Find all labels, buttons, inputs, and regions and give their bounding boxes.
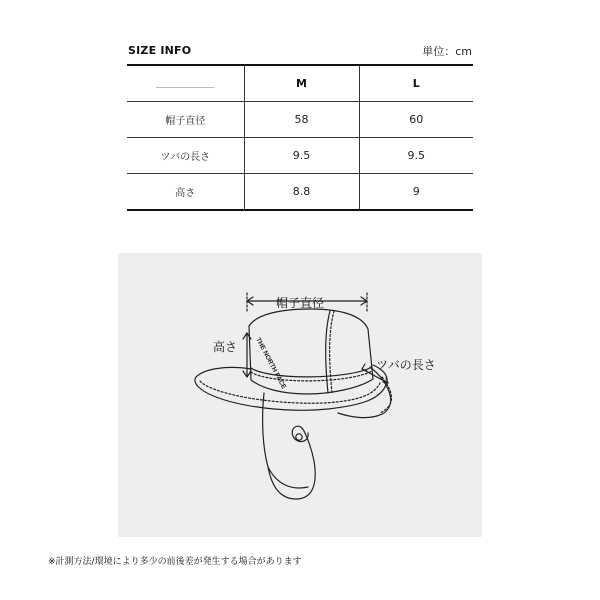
row-label-brim: ツバの長さ: [127, 138, 244, 174]
table-corner-cell: [127, 65, 244, 102]
cell-value: 60: [359, 102, 473, 138]
size-info-title: SIZE INFO: [128, 44, 192, 57]
column-header-l: L: [359, 65, 473, 102]
footnote: ※計測方法/環境により多少の前後差が発生する場合があります: [48, 557, 302, 567]
hat-diagram: [118, 253, 482, 537]
brim-length-label: ツバの長さ: [376, 358, 436, 372]
column-header-m: M: [244, 65, 359, 102]
table-row: [127, 102, 473, 138]
row-label-diameter: 帽子直径: [127, 102, 244, 138]
cell-value: 9.5: [244, 138, 359, 174]
table-header-row: [127, 65, 473, 102]
row-label-height: 高さ: [127, 174, 244, 211]
cell-value: 8.8: [244, 174, 359, 211]
size-table: [127, 64, 473, 211]
cell-value: 58: [244, 102, 359, 138]
hat-logo: THE NORTH FACE: [254, 336, 288, 391]
unit-label: 単位：cm: [422, 45, 472, 58]
height-label: 高さ: [213, 340, 238, 354]
table-row: [127, 174, 473, 211]
diameter-label: 帽子直径: [276, 296, 325, 310]
table-row: [127, 138, 473, 174]
cell-value: 9.5: [359, 138, 473, 174]
cell-value: 9: [359, 174, 473, 211]
